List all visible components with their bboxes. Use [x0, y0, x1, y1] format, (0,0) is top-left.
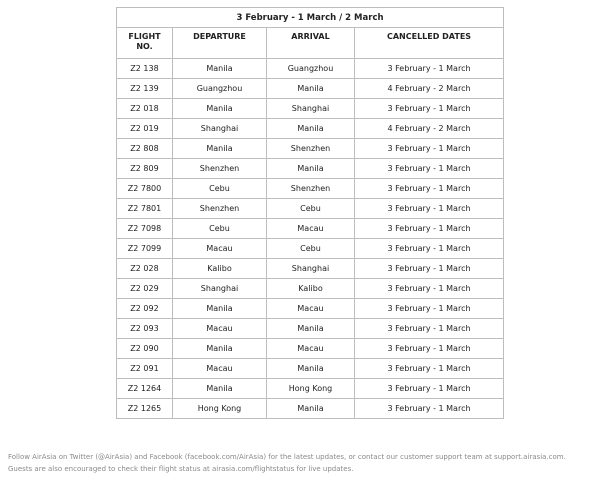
cell-cancelled-dates: 3 February - 1 March	[355, 379, 504, 399]
cell-cancelled-dates: 4 February - 2 March	[355, 79, 504, 99]
cell-flight-no: Z2 139	[117, 79, 173, 99]
header-flight-line1: FLIGHT	[128, 32, 161, 41]
cell-departure: Cebu	[173, 219, 267, 239]
cell-arrival: Cebu	[267, 199, 355, 219]
cell-departure: Manila	[173, 379, 267, 399]
table-title-row	[117, 8, 504, 28]
cell-flight-no: Z2 7801	[117, 199, 173, 219]
cell-cancelled-dates: 3 February - 1 March	[355, 299, 504, 319]
cancelled-flights-table	[116, 7, 504, 419]
cell-departure: Manila	[173, 299, 267, 319]
header-arrival: ARRIVAL	[267, 28, 355, 59]
table-row	[117, 79, 504, 99]
cell-departure: Shenzhen	[173, 159, 267, 179]
cell-departure: Shanghai	[173, 119, 267, 139]
table-row	[117, 279, 504, 299]
cell-cancelled-dates: 4 February - 2 March	[355, 119, 504, 139]
table-row	[117, 339, 504, 359]
header-flight-no	[117, 28, 173, 59]
table-row	[117, 139, 504, 159]
cell-cancelled-dates: 3 February - 1 March	[355, 139, 504, 159]
cell-departure: Manila	[173, 339, 267, 359]
table-row	[117, 379, 504, 399]
cell-arrival: Manila	[267, 399, 355, 419]
cell-cancelled-dates: 3 February - 1 March	[355, 359, 504, 379]
table-row	[117, 199, 504, 219]
table-row	[117, 299, 504, 319]
cell-cancelled-dates: 3 February - 1 March	[355, 239, 504, 259]
footer-note: Follow AirAsia on Twitter (@AirAsia) and Facebook (facebook.com/AirAsia) for the latest updates, or contact our customer support team at support.airasia.com. Guests are also encouraged to check their flight status at airasia.com/flightstatus for live updates.	[8, 453, 566, 473]
cell-arrival: Kalibo	[267, 279, 355, 299]
cell-flight-no: Z2 028	[117, 259, 173, 279]
cell-departure: Shenzhen	[173, 199, 267, 219]
header-flight-line2: NO.	[136, 42, 153, 51]
cell-cancelled-dates: 3 February - 1 March	[355, 219, 504, 239]
cell-arrival: Shenzhen	[267, 139, 355, 159]
table-row	[117, 99, 504, 119]
cell-arrival: Macau	[267, 219, 355, 239]
cell-cancelled-dates: 3 February - 1 March	[355, 399, 504, 419]
table-title: 3 February - 1 March / 2 March	[117, 8, 504, 28]
cell-flight-no: Z2 7098	[117, 219, 173, 239]
cell-cancelled-dates: 3 February - 1 March	[355, 159, 504, 179]
cell-departure: Guangzhou	[173, 79, 267, 99]
cell-arrival: Cebu	[267, 239, 355, 259]
cell-flight-no: Z2 138	[117, 59, 173, 79]
cell-arrival: Shanghai	[267, 259, 355, 279]
cell-flight-no: Z2 090	[117, 339, 173, 359]
cell-departure: Cebu	[173, 179, 267, 199]
header-cancelled-dates: CANCELLED DATES	[355, 28, 504, 59]
table-row	[117, 219, 504, 239]
cell-departure: Macau	[173, 319, 267, 339]
table-row	[117, 259, 504, 279]
cell-flight-no: Z2 029	[117, 279, 173, 299]
cell-cancelled-dates: 3 February - 1 March	[355, 279, 504, 299]
cell-flight-no: Z2 018	[117, 99, 173, 119]
cell-departure: Macau	[173, 239, 267, 259]
cell-arrival: Manila	[267, 119, 355, 139]
cell-departure: Hong Kong	[173, 399, 267, 419]
cell-arrival: Manila	[267, 359, 355, 379]
cell-cancelled-dates: 3 February - 1 March	[355, 339, 504, 359]
cell-cancelled-dates: 3 February - 1 March	[355, 319, 504, 339]
cell-arrival: Manila	[267, 79, 355, 99]
table-row	[117, 319, 504, 339]
cell-flight-no: Z2 7099	[117, 239, 173, 259]
cell-arrival: Macau	[267, 339, 355, 359]
table-row	[117, 239, 504, 259]
cell-cancelled-dates: 3 February - 1 March	[355, 59, 504, 79]
cell-flight-no: Z2 091	[117, 359, 173, 379]
cell-flight-no: Z2 808	[117, 139, 173, 159]
table-body	[117, 59, 504, 419]
header-departure: DEPARTURE	[173, 28, 267, 59]
cell-arrival: Shenzhen	[267, 179, 355, 199]
cell-arrival: Guangzhou	[267, 59, 355, 79]
cell-arrival: Shanghai	[267, 99, 355, 119]
table-row	[117, 359, 504, 379]
cell-departure: Manila	[173, 59, 267, 79]
cell-arrival: Manila	[267, 159, 355, 179]
cell-cancelled-dates: 3 February - 1 March	[355, 179, 504, 199]
cell-cancelled-dates: 3 February - 1 March	[355, 99, 504, 119]
cell-flight-no: Z2 7800	[117, 179, 173, 199]
cell-arrival: Manila	[267, 319, 355, 339]
cell-flight-no: Z2 019	[117, 119, 173, 139]
table-row	[117, 59, 504, 79]
cell-cancelled-dates: 3 February - 1 March	[355, 199, 504, 219]
cell-departure: Manila	[173, 99, 267, 119]
cell-departure: Shanghai	[173, 279, 267, 299]
cell-arrival: Hong Kong	[267, 379, 355, 399]
table-row	[117, 159, 504, 179]
cell-flight-no: Z2 092	[117, 299, 173, 319]
table-row	[117, 119, 504, 139]
cell-departure: Kalibo	[173, 259, 267, 279]
table-row	[117, 179, 504, 199]
cell-cancelled-dates: 3 February - 1 March	[355, 259, 504, 279]
cell-departure: Macau	[173, 359, 267, 379]
cell-departure: Manila	[173, 139, 267, 159]
table-row	[117, 399, 504, 419]
cell-flight-no: Z2 1264	[117, 379, 173, 399]
cell-flight-no: Z2 093	[117, 319, 173, 339]
table-header-row	[117, 28, 504, 59]
cell-flight-no: Z2 1265	[117, 399, 173, 419]
cell-flight-no: Z2 809	[117, 159, 173, 179]
cell-arrival: Macau	[267, 299, 355, 319]
